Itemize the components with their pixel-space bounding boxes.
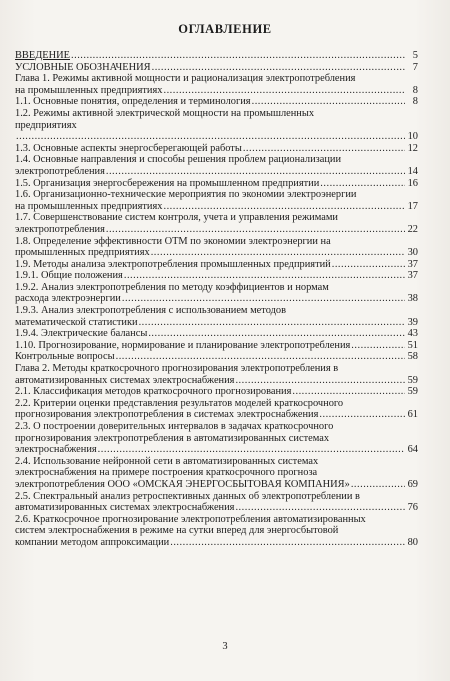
toc-entry [15,351,418,363]
toc-entry-title: 2.1. Классификация методов краткосрочного прогнозирования [15,386,292,398]
toc-entry [15,270,418,282]
toc-entry [15,259,418,271]
toc-entry-line: прогнозирования электропотребления в автоматизированных системах [15,432,330,444]
toc-entry [15,514,418,549]
toc-entry-page: 7 [412,61,418,73]
toc-entry-title: компании методом аппроксимации [15,536,170,548]
toc-entry-title: промышленных предприятиях [15,247,150,259]
toc-entry [15,189,418,212]
toc-entry-title: прогнозирования электропотребления в системах электроснабжения [15,409,319,421]
toc-entry-line: 1.8. Определение эффективности ОТМ по экономии электроэнергии на [15,235,331,247]
toc-entry-page: 8 [412,84,418,96]
toc-entry-title: ВВЕДЕНИЕ [15,50,70,61]
toc-entry [15,282,418,305]
dot-leader [292,386,405,398]
toc-entry-line: 2.3. О построении доверительных интервалов в задачах краткосрочного [15,421,334,432]
dot-leader [170,537,405,549]
toc-entry-title: автоматизированных системах электроснабжения [15,502,235,514]
toc-entry-title: 1.10. Прогнозирование, нормирование и планирование электропотребления [15,339,351,351]
toc-entry-line: 1.9.3. Анализ электропотребления с использованием методов [15,305,286,317]
toc-entry-page: 61 [407,409,418,421]
toc-entry-page: 38 [407,293,418,305]
toc-entry [15,305,418,328]
toc-entry [15,62,418,74]
toc-entry-page: 58 [407,351,418,363]
toc-title: ОГЛАВЛЕНИЕ [178,22,272,36]
toc-entry-title: 1.3. Основные аспекты энергосберегающей работы [15,142,242,154]
page-number: 3 [222,641,228,652]
toc-entry [15,154,418,177]
toc-entry-line: Глава 2. Методы краткосрочного прогнозирования электропотребления в [15,363,339,375]
toc-entry-title: электропотребления [15,223,105,235]
toc-entry-page: 22 [407,223,418,235]
toc-entry-title: 1.1. Основные понятия, определения и терминология [15,96,251,108]
toc-entry-line: Глава 1. Режимы активной мощности и рационализация электропотребления [15,73,356,85]
toc-entry-line: 1.4. Основные направления и способы решения проблем рационализации [15,154,342,166]
toc-entry-line: 2.6. Краткосрочное прогнозирование электропотребления автоматизированных [15,513,366,525]
toc-entry-page: 30 [407,247,418,259]
toc-entry [15,108,418,143]
toc-entry-title: электропотребления [15,165,105,177]
dot-leader [106,166,405,178]
toc-entry [15,212,418,235]
toc-entry [15,236,418,259]
toc-entry-title: 1.9.1. Общие положения [15,270,123,282]
dot-leader [122,293,405,305]
toc-entry-page: 69 [407,478,418,490]
toc-entry-page: 51 [407,339,418,351]
dot-leader [163,85,405,97]
toc-entry-page: 37 [407,258,418,270]
toc-entry-title: расхода электроэнергии [15,293,121,305]
toc-entry-line: предприятиях [15,119,77,131]
dot-leader [124,270,405,282]
dot-leader [320,178,405,190]
toc-entry-line: систем электроснабжения в режиме на сутки вперед для энергосбытовой [15,525,339,537]
toc-entry-line: 1.9.2. Анализ электропотребления по методу коэффициентов и нормам [15,281,329,293]
dot-leader [98,444,405,456]
toc-entry-page: 8 [412,96,418,108]
toc-entry-title: УСЛОВНЫЕ ОБОЗНАЧЕНИЯ [15,61,151,73]
toc-entry-page: 16 [407,177,418,189]
toc-entry-line: 2.4. Использование нейронной сети в автоматизированных системах [15,455,319,467]
toc-entry-page: 64 [407,444,418,456]
toc-entry-line: 1.6. Организационно-технические мероприятия по экономии электроэнергии [15,189,357,201]
toc-entry-title: 1.5. Организация энергосбережения на промышленном предприятии [15,177,320,189]
dot-leader [163,201,405,213]
dot-leader [148,328,405,340]
toc-entry [15,363,418,386]
dot-leader [152,62,405,74]
toc-entry-line: 2.5. Спектральный анализ ретроспективных данных об электропотреблении в [15,490,360,502]
toc-entry [15,143,418,155]
toc-entry-page: 14 [407,165,418,177]
toc-entry [15,178,418,190]
toc-entry-page: 43 [407,328,418,340]
toc-entry [15,456,418,491]
toc-entry [15,73,418,96]
dot-leader [151,247,405,259]
toc-entry-page: 37 [407,270,418,282]
toc-entry [15,340,418,352]
toc-entry [15,398,418,421]
dot-leader [116,351,405,363]
toc-entry-title: математической статистики [15,316,138,328]
dot-leader [351,479,405,491]
dot-leader [243,143,405,155]
toc-entry-page: 76 [407,502,418,514]
toc-entry-page: 59 [407,386,418,398]
dot-leader [319,409,405,421]
dot-leader [235,502,405,514]
toc-entry-page: 59 [407,374,418,386]
toc-entry [15,50,418,62]
toc-entry [15,96,418,108]
toc-entry-title: 1.9.4. Электрические балансы [15,328,148,340]
toc-entry-page: 17 [407,200,418,212]
dot-leader [139,317,405,329]
toc-entry-line: 1.2. Режимы активной электрической мощности на промышленных [15,107,315,119]
toc-entry-line: электроснабжения на примере построения краткосрочного прогноза [15,467,318,479]
table-of-contents [15,50,418,549]
dot-leader [252,96,405,108]
toc-entry-page: 10 [407,131,418,143]
toc-entry-title: 1.9. Методы анализа электропотребления промышленных предприятий [15,258,331,270]
toc-entry [15,421,418,456]
toc-entry-title: автоматизированных системах электроснабжения [15,374,235,386]
toc-entry [15,328,418,340]
toc-entry-page: 5 [412,50,418,61]
toc-entry-page: 80 [407,536,418,548]
dot-leader [106,224,405,236]
dot-leader [235,375,405,387]
toc-entry-title: электропотребления ООО «ОМСКАЯ ЭНЕРГОСБЫТОВАЯ КОМПАНИЯ» [15,478,350,490]
dot-leader [16,131,405,143]
toc-entry [15,491,418,514]
dot-leader [351,340,405,352]
dot-leader [71,50,405,62]
toc-entry-title: на промышленных предприятиях [15,84,163,96]
toc-entry-page: 12 [407,142,418,154]
dot-leader [332,259,405,271]
toc-entry-title: Контрольные вопросы [15,351,115,363]
toc-entry [15,386,418,398]
toc-entry-line: 1.7. Совершенствование систем контроля, учета и управления режимами [15,212,338,224]
toc-entry-title: на промышленных предприятиях [15,200,163,212]
toc-entry-line: 2.2. Критерии оценки представления результатов моделей краткосрочного [15,397,344,409]
toc-entry-title: электроснабжения [15,444,97,456]
toc-entry-page: 39 [407,316,418,328]
